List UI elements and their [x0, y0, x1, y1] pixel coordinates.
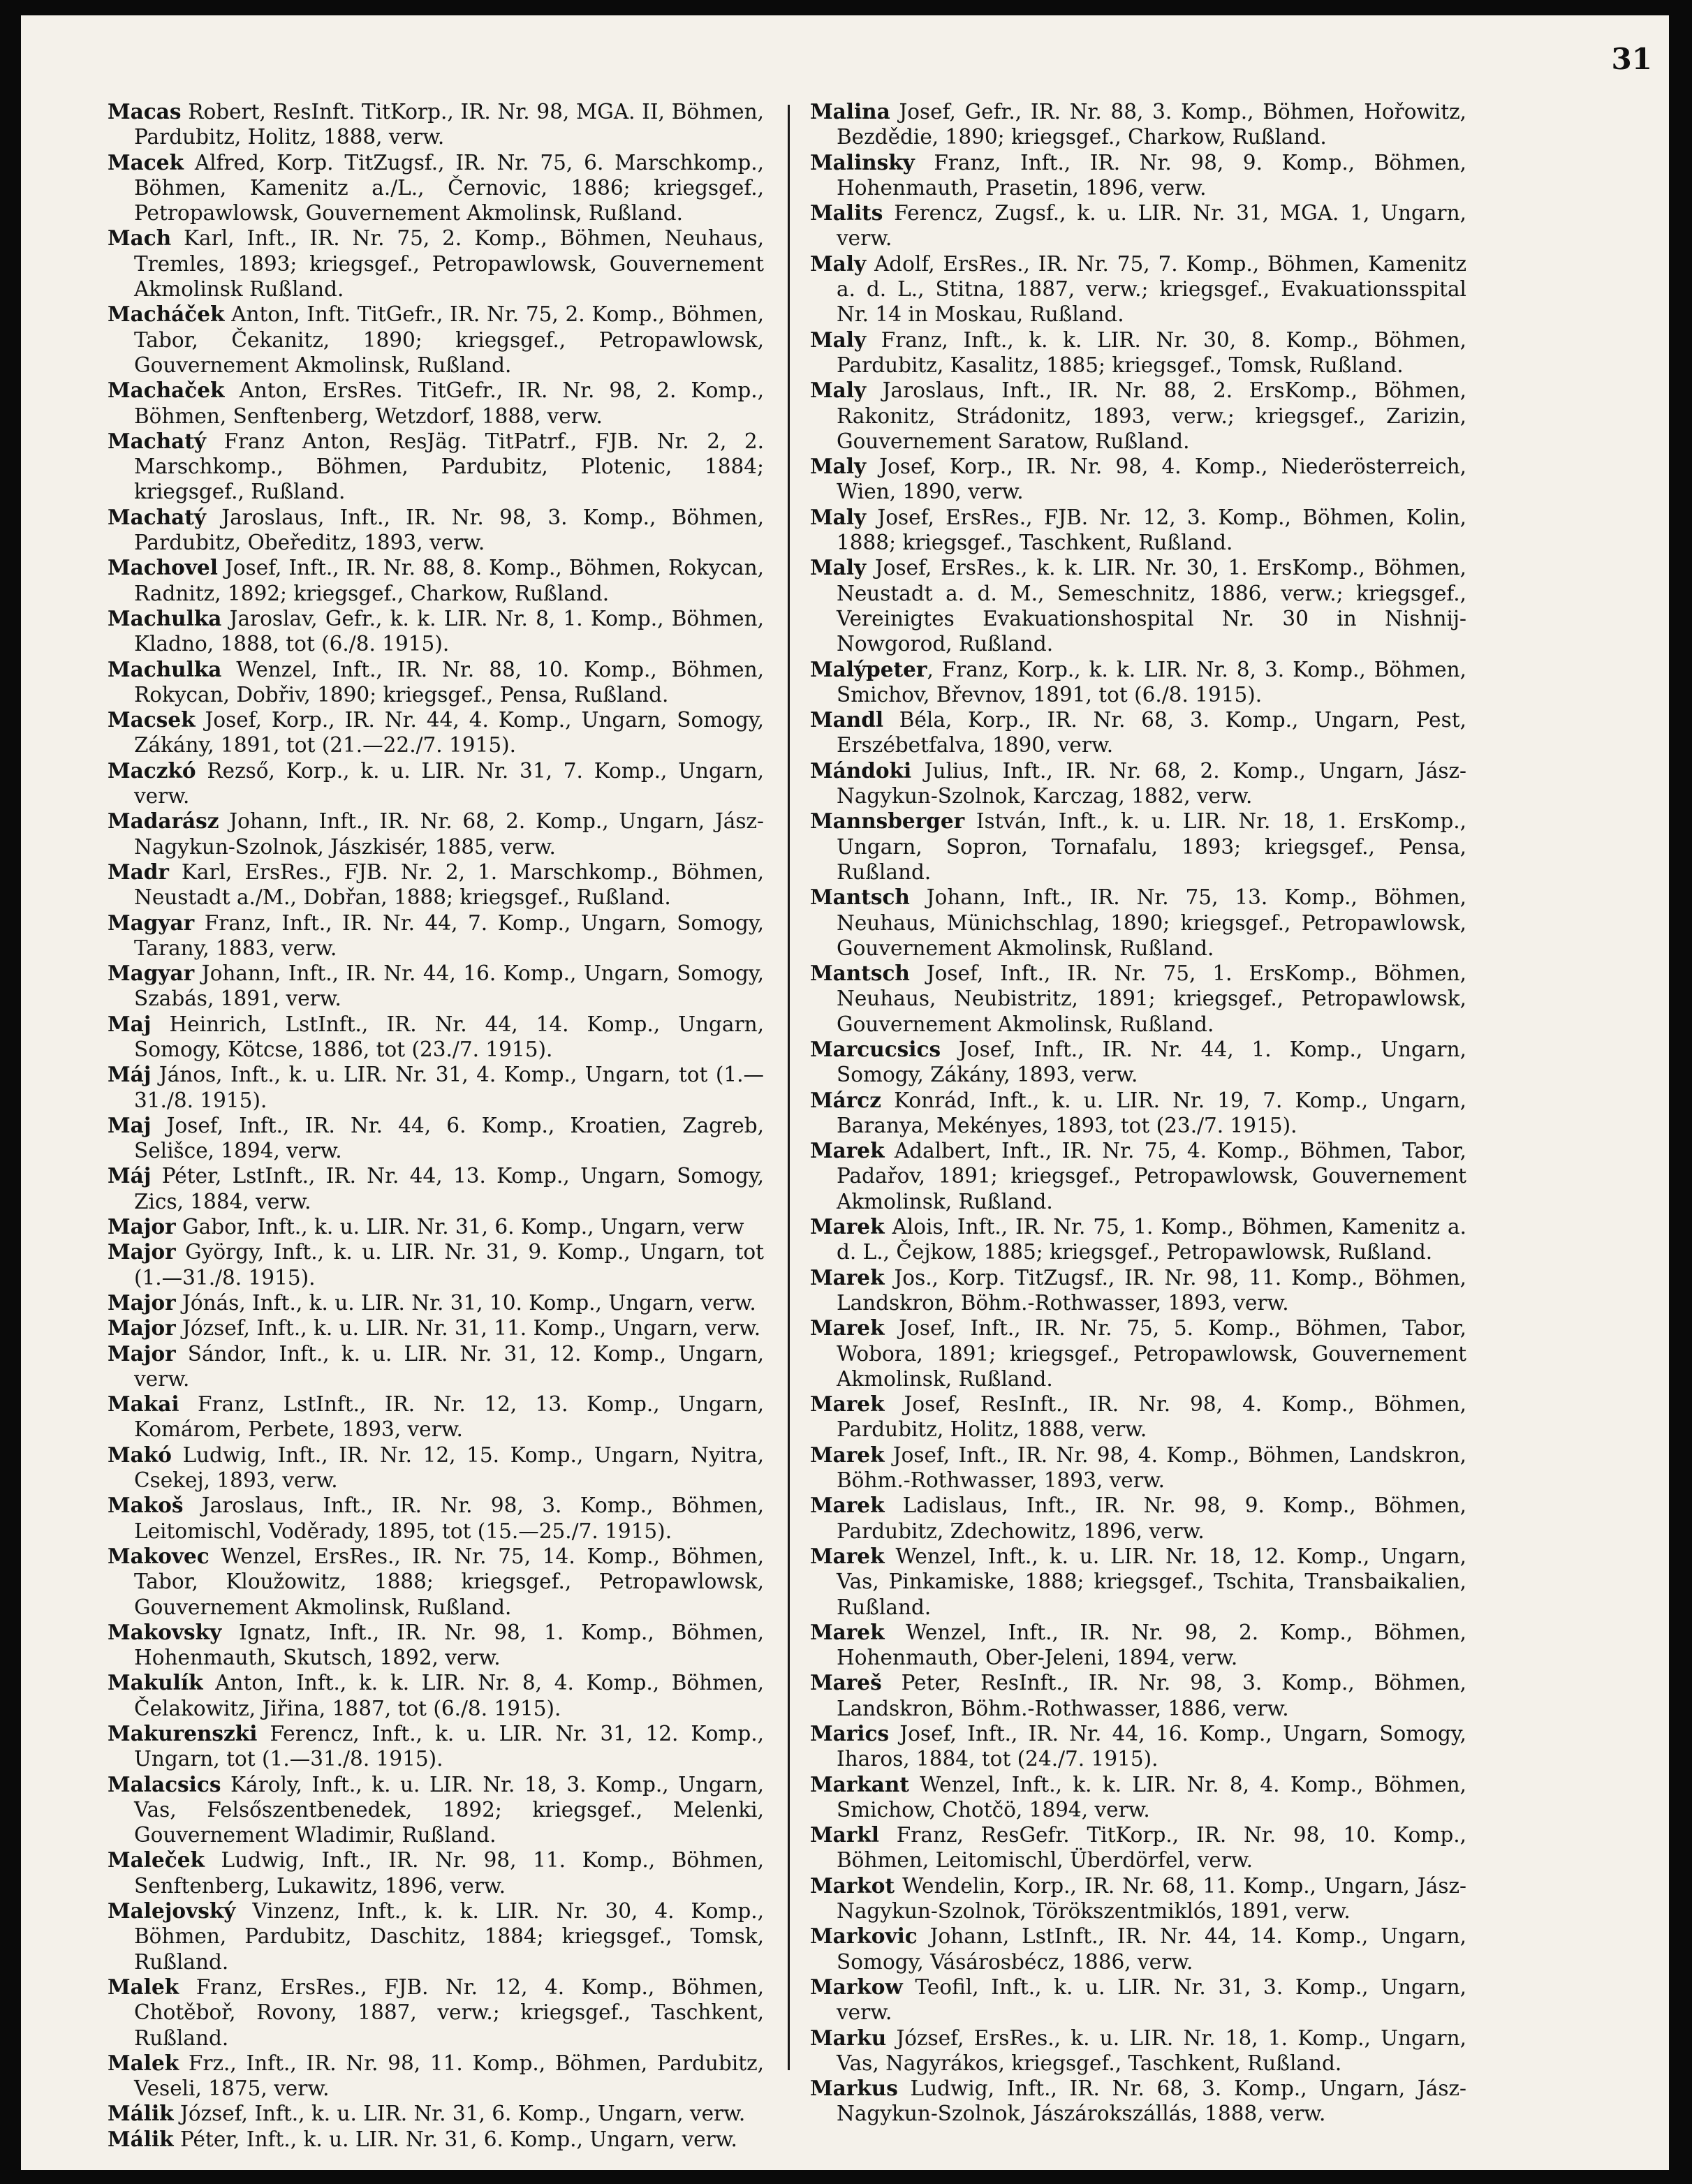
- list-item: [810, 555, 1466, 656]
- entry-details: Alois, Inft., IR. Nr. 75, 1. Komp., Böhmen, Kamenitz a. d. L., Čejkow, 1885; kriegsgef., Petropawlowsk, Rußland.: [837, 1215, 1466, 1264]
- entry-details: Teofil, Inft., k. u. LIR. Nr. 31, 3. Komp., Ungarn, verw.: [837, 1975, 1466, 2025]
- list-item: [108, 1493, 764, 1544]
- list-item: [810, 1975, 1466, 2026]
- entry-surname: Marek: [810, 1264, 885, 1290]
- entry-details: Ladislaus, Inft., IR. Nr. 98, 9. Komp., Böhmen, Pardubitz, Zdechowitz, 1896, verw.: [837, 1493, 1466, 1543]
- entry-surname: Malek: [108, 1974, 179, 1999]
- entry-details: Johann, Inft., IR. Nr. 68, 2. Komp., Ungarn, Jász-Nagykun-Szolnok, Jászkisér, 1885, verw.: [134, 809, 764, 859]
- list-item: [108, 1772, 764, 1848]
- list-item: [108, 707, 764, 758]
- list-item: [108, 1620, 764, 1671]
- list-item: [108, 2051, 764, 2102]
- list-item: [810, 1214, 1466, 1265]
- list-item: [810, 1315, 1466, 1392]
- entry-details: Jaroslaus, Inft., IR. Nr. 98, 3. Komp., Böhmen, Pardubitz, Obeředitz, 1893, verw.: [134, 505, 764, 555]
- entry-details: József, Inft., k. u. LIR. Nr. 31, 6. Komp., Ungarn, verw.: [173, 2102, 746, 2126]
- list-item: [810, 707, 1466, 758]
- entry-details: Wenzel, Inft., IR. Nr. 98, 2. Komp., Böhmen, Hohenmauth, Ober-Jeleni, 1894, verw.: [837, 1620, 1466, 1670]
- list-item: [108, 1315, 764, 1341]
- entry-surname: Mantsch: [810, 961, 910, 986]
- entry-surname: Madr: [108, 859, 169, 884]
- list-item: [108, 1670, 764, 1721]
- entry-details: Jos., Korp. TitZugsf., IR. Nr. 98, 11. Komp., Böhmen, Landskron, Böhm.-Rothwasser, 1893, verw.: [837, 1265, 1466, 1315]
- entry-surname: Markovic: [810, 1924, 918, 1949]
- entry-surname: Major: [108, 1239, 176, 1264]
- entry-surname: Máj: [108, 1163, 152, 1188]
- list-item: [108, 378, 764, 429]
- entry-surname: Maly: [810, 251, 867, 276]
- entry-details: , Franz, Korp., k. k. LIR. Nr. 8, 3. Komp., Böhmen, Smichov, Břevnov, 1891, tot (6./8. 1915).: [837, 657, 1466, 707]
- entry-details: Alfred, Korp. TitZugsf., IR. Nr. 75, 6. Marschkomp., Böhmen, Kamenitz a./L., Černovic, 1886; kriegsgef., Petropawlowsk, Gouvernement Akmolinsk, Rußland.: [134, 150, 764, 226]
- entry-surname: Maly: [810, 378, 867, 403]
- entry-details: János, Inft., k. u. LIR. Nr. 31, 4. Komp., Ungarn, tot (1.—31./8. 1915).: [134, 1063, 764, 1112]
- entry-details: Julius, Inft., IR. Nr. 68, 2. Komp., Ungarn, Jász-Nagykun-Szolnok, Karczag, 1882, verw.: [837, 758, 1466, 809]
- entry-surname: Mantsch: [810, 885, 910, 910]
- list-item: [108, 505, 764, 556]
- entry-details: Konrád, Inft., k. u. LIR. Nr. 19, 7. Komp., Ungarn, Baranya, Mekényes, 1893, tot (23./7. 1915).: [837, 1088, 1466, 1137]
- list-item: [108, 429, 764, 505]
- list-item: [810, 809, 1466, 885]
- entry-surname: Makó: [108, 1442, 172, 1467]
- list-item: [810, 657, 1466, 708]
- entry-surname: Machatý: [108, 504, 207, 529]
- entry-surname: Malýpeter: [810, 656, 927, 681]
- list-item: [108, 1721, 764, 1772]
- entry-details: Josef, Inft., IR. Nr. 75, 1. ErsKomp., Böhmen, Neuhaus, Neubistritz, 1891; kriegsgef., Petropawlowsk, Gouvernement Akmolinsk, Rußland.: [837, 961, 1466, 1036]
- entry-details: Gabor, Inft., k. u. LIR. Nr. 31, 6. Komp., Ungarn, verw: [175, 1215, 744, 1239]
- entry-surname: Macsek: [108, 707, 196, 732]
- list-item: [810, 885, 1466, 961]
- entry-surname: Markant: [810, 1771, 909, 1796]
- entry-details: Josef, Korp., IR. Nr. 44, 4. Komp., Ungarn, Somogy, Zákány, 1891, tot (21.—22./7. 1915).: [134, 708, 764, 758]
- list-item: [810, 1924, 1466, 1975]
- entry-details: Jaroslaus, Inft., IR. Nr. 98, 3. Komp., Böhmen, Leitomischl, Voděrady, 1895, tot (15.—25./7. 1915).: [134, 1493, 764, 1543]
- entry-surname: Markow: [810, 1974, 903, 1999]
- entry-details: Josef, Inft., IR. Nr. 44, 1. Komp., Ungarn, Somogy, Zákány, 1893, verw.: [837, 1037, 1466, 1087]
- left-column: [108, 99, 764, 2152]
- entry-details: Ludwig, Inft., IR. Nr. 12, 15. Komp., Ungarn, Nyitra, Csekej, 1893, verw.: [134, 1443, 764, 1493]
- entry-details: Josef, ErsRes., FJB. Nr. 12, 3. Komp., Böhmen, Kolin, 1888; kriegsgef., Taschkent, Rußland.: [837, 505, 1466, 555]
- entry-surname: Mandl: [810, 707, 884, 732]
- entry-surname: Maleček: [108, 1847, 205, 1873]
- list-item: [108, 99, 764, 150]
- entry-details: Sándor, Inft., k. u. LIR. Nr. 31, 12. Komp., Ungarn, verw.: [134, 1341, 764, 1391]
- entry-surname: Marek: [810, 1214, 885, 1239]
- entry-surname: Major: [108, 1290, 176, 1315]
- list-item: [810, 505, 1466, 556]
- list-item: [810, 1037, 1466, 1088]
- list-item: [108, 809, 764, 859]
- entry-surname: Madarász: [108, 809, 219, 834]
- entry-surname: Makovsky: [108, 1619, 222, 1644]
- entry-details: Wenzel, Inft., k. k. LIR. Nr. 8, 4. Komp., Böhmen, Smichow, Chotčö, 1894, verw.: [837, 1772, 1466, 1822]
- entry-details: Ferencz, Zugsf., k. u. LIR. Nr. 31, MGA. 1, Ungarn, verw.: [837, 201, 1466, 251]
- list-item: [108, 1163, 764, 1214]
- entry-surname: Marek: [810, 1138, 885, 1163]
- list-item: [108, 150, 764, 226]
- list-item: [108, 961, 764, 1012]
- entry-surname: Malina: [810, 99, 890, 124]
- list-item: [108, 1898, 764, 1975]
- list-item: [810, 378, 1466, 454]
- entry-details: Wenzel, ErsRes., IR. Nr. 75, 14. Komp., Böhmen, Tabor, Kloužowitz, 1888; kriegsgef., Petropawlowsk, Gouvernement Akmolinsk, Rußland.: [134, 1544, 764, 1619]
- entry-details: Franz, Inft., IR. Nr. 98, 9. Komp., Böhmen, Hohenmauth, Prasetin, 1896, verw.: [837, 150, 1466, 200]
- entry-details: Josef, Inft., IR. Nr. 88, 8. Komp., Böhmen, Rokycan, Radnitz, 1892; kriegsgef., Charkow, Rußland.: [134, 556, 764, 605]
- list-item: [810, 1493, 1466, 1544]
- entry-details: Josef, ErsRes., k. k. LIR. Nr. 30, 1. ErsKomp., Böhmen, Neustadt a. d. M., Semeschnitz, 1886, verw.; kriegsgef., Vereinigtes Evakuationshospital Nr. 30 in Nishnij-Nowgorod, Rußland.: [837, 556, 1466, 656]
- entry-details: Josef, ResInft., IR. Nr. 98, 4. Komp., Böhmen, Pardubitz, Holitz, 1888, verw.: [837, 1392, 1466, 1442]
- list-item: [810, 1392, 1466, 1443]
- entry-surname: Major: [108, 1315, 176, 1341]
- entry-details: Franz, ResGefr. TitKorp., IR. Nr. 98, 10. Komp., Böhmen, Leitomischl, Überdörfel, verw.: [837, 1823, 1466, 1873]
- entry-surname: Machaček: [108, 378, 225, 403]
- entry-surname: Maczkó: [108, 758, 196, 783]
- entry-surname: Málik: [108, 2101, 174, 2126]
- entry-surname: Mannsberger: [810, 809, 965, 834]
- list-item: [810, 2076, 1466, 2127]
- list-item: [810, 1822, 1466, 1873]
- entry-surname: Major: [108, 1214, 176, 1239]
- entry-surname: Markl: [810, 1822, 879, 1847]
- entry-details: Robert, ResInft. TitKorp., IR. Nr. 98, MGA. II, Böhmen, Pardubitz, Holitz, 1888, verw.: [134, 100, 764, 149]
- list-item: [810, 200, 1466, 251]
- entry-details: Josef, Inft., IR. Nr. 98, 4. Komp., Böhmen, Landskron, Böhm.-Rothwasser, 1893, verw.: [837, 1443, 1466, 1493]
- entry-details: Anton, ErsRes. TitGefr., IR. Nr. 98, 2. Komp., Böhmen, Senftenberg, Wetzdorf, 1888, verw.: [134, 378, 764, 428]
- entry-details: István, Inft., k. u. LIR. Nr. 18, 1. ErsKomp., Ungarn, Sopron, Tornafalu, 1893; kriegsgef., Pensa, Rußland.: [837, 809, 1466, 884]
- list-item: [108, 2127, 764, 2152]
- entry-details: Ludwig, Inft., IR. Nr. 98, 11. Komp., Böhmen, Senftenberg, Lukawitz, 1896, verw.: [134, 1848, 764, 1898]
- entry-details: György, Inft., k. u. LIR. Nr. 31, 9. Komp., Ungarn, tot (1.—31./8. 1915).: [134, 1240, 764, 1290]
- entry-details: Franz, LstInft., IR. Nr. 12, 13. Komp., Ungarn, Komárom, Perbete, 1893, verw.: [134, 1392, 764, 1442]
- entry-surname: Maly: [810, 327, 867, 352]
- entry-surname: Málik: [108, 2126, 174, 2151]
- entry-surname: Marek: [810, 1315, 885, 1341]
- list-item: [810, 99, 1466, 150]
- entry-surname: Marics: [810, 1721, 890, 1746]
- entry-surname: Maj: [108, 1011, 152, 1036]
- entry-details: Karl, ErsRes., FJB. Nr. 2, 1. Marschkomp., Böhmen, Neustadt a./M., Dobřan, 1888; kriegsgef., Rußland.: [134, 859, 764, 910]
- entry-details: Károly, Inft., k. u. LIR. Nr. 18, 3. Komp., Ungarn, Vas, Felsőszentbenedek, 1892; kriegsgef., Melenki, Gouvernement Wladimir, Rußland.: [134, 1772, 764, 1847]
- list-item: [108, 1341, 764, 1392]
- entry-surname: Malacsics: [108, 1771, 221, 1796]
- list-item: [108, 859, 764, 910]
- entry-details: Adolf, ErsRes., IR. Nr. 75, 7. Komp., Böhmen, Kamenitz a. d. L., Stitna, 1887, verw.; kriegsgef., Evakuationsspital Nr. 14 in Moskau, Rußland.: [837, 251, 1466, 327]
- list-item: [108, 1443, 764, 1493]
- entry-surname: Malek: [108, 2050, 179, 2075]
- entry-surname: Makurenszki: [108, 1721, 258, 1746]
- entry-details: Josef, Gefr., IR. Nr. 88, 3. Komp., Böhmen, Hořowitz, Bezdědie, 1890; kriegsgef., Charkow, Rußland.: [837, 100, 1466, 149]
- entry-surname: Markot: [810, 1873, 895, 1898]
- list-item: [810, 961, 1466, 1037]
- entry-surname: Makulík: [108, 1670, 203, 1695]
- entry-details: Johann, Inft., IR. Nr. 44, 16. Komp., Ungarn, Somogy, Szabás, 1891, verw.: [134, 961, 764, 1011]
- list-item: [108, 1113, 764, 1164]
- list-item: [108, 758, 764, 809]
- entry-surname: Magyar: [108, 910, 195, 935]
- entry-details: Jónás, Inft., k. u. LIR. Nr. 31, 10. Komp., Ungarn, verw.: [175, 1290, 756, 1315]
- entry-details: József, ErsRes., k. u. LIR. Nr. 18, 1. Komp., Ungarn, Vas, Nagyrákos, kriegsgef., Taschkent, Rußland.: [837, 2026, 1466, 2075]
- entry-details: Wenzel, Inft., IR. Nr. 88, 10. Komp., Böhmen, Rokycan, Dobřiv, 1890; kriegsgef., Pensa, Rußland.: [134, 657, 764, 707]
- list-item: [810, 1088, 1466, 1139]
- entry-surname: Macas: [108, 99, 182, 124]
- entry-details: Anton, Inft., k. k. LIR. Nr. 8, 4. Komp., Böhmen, Čelakowitz, Jiřina, 1887, tot (6./8. 1915).: [134, 1671, 764, 1720]
- list-item: [108, 2101, 764, 2126]
- entry-surname: Markus: [810, 2076, 898, 2101]
- entry-surname: Marek: [810, 1543, 885, 1568]
- entry-details: Johann, Inft., IR. Nr. 75, 13. Komp., Böhmen, Neuhaus, Münichschlag, 1890; kriegsgef., Petropawlowsk, Gouvernement Akmolinsk, Rußland.: [837, 885, 1466, 960]
- entry-details: Wenzel, Inft., k. u. LIR. Nr. 18, 12. Komp., Ungarn, Vas, Pinkamiske, 1888; kriegsgef., Tschita, Transbaikalien, Rußland.: [837, 1544, 1466, 1619]
- entry-details: Josef, Inft., IR. Nr. 75, 5. Komp., Böhmen, Tabor, Wobora, 1891; kriegsgef., Petropawlowsk, Gouvernement Akmolinsk, Rußland.: [837, 1316, 1466, 1391]
- entry-details: Ignatz, Inft., IR. Nr. 98, 1. Komp., Böhmen, Hohenmauth, Skutsch, 1892, verw.: [134, 1620, 764, 1670]
- list-item: [810, 1670, 1466, 1721]
- list-item: [810, 1873, 1466, 1924]
- list-item: [810, 2026, 1466, 2076]
- entry-details: Josef, Inft., IR. Nr. 44, 16. Komp., Ungarn, Somogy, Iharos, 1884, tot (24./7. 1915).: [837, 1722, 1466, 1771]
- entry-details: Péter, Inft., k. u. LIR. Nr. 31, 6. Komp., Ungarn, verw.: [173, 2127, 737, 2151]
- entry-details: Franz, Inft., IR. Nr. 44, 7. Komp., Ungarn, Somogy, Tarany, 1883, verw.: [134, 910, 764, 960]
- entry-details: Johann, LstInft., IR. Nr. 44, 14. Komp., Ungarn, Somogy, Vásárosbécz, 1886, verw.: [837, 1924, 1466, 1974]
- entry-surname: Maly: [810, 555, 867, 580]
- list-item: [108, 1239, 764, 1290]
- entry-surname: Maly: [810, 454, 867, 479]
- entry-surname: Máj: [108, 1062, 152, 1087]
- list-item: [108, 1012, 764, 1063]
- right-column: [810, 99, 1466, 2127]
- entry-details: Péter, LstInft., IR. Nr. 44, 13. Komp., Ungarn, Somogy, Zics, 1884, verw.: [134, 1164, 764, 1213]
- entry-details: Josef, Korp., IR. Nr. 98, 4. Komp., Niederösterreich, Wien, 1890, verw.: [837, 455, 1466, 504]
- entry-surname: Mándoki: [810, 758, 912, 783]
- entry-details: Vinzenz, Inft., k. k. LIR. Nr. 30, 4. Komp., Böhmen, Pardubitz, Daschitz, 1884; kriegsgef., Tomsk, Rußland.: [134, 1899, 764, 1974]
- entry-details: Jaroslaus, Inft., IR. Nr. 88, 2. ErsKomp., Böhmen, Rakonitz, Strádonitz, 1893, verw.; kriegsgef., Zarizin, Gouvernement Saratow, Rußland.: [837, 378, 1466, 453]
- entry-details: Adalbert, Inft., IR. Nr. 75, 4. Komp., Böhmen, Tabor, Padařov, 1891; kriegsgef., Petropawlowsk, Gouvernement Akmolinsk, Rußland.: [837, 1139, 1466, 1213]
- list-item: [108, 555, 764, 606]
- entry-surname: Machovel: [108, 555, 218, 580]
- entry-details: Franz, ErsRes., FJB. Nr. 12, 4. Komp., Böhmen, Chotěboř, Rovony, 1887, verw.; kriegsgef., Taschkent, Rußland.: [134, 1975, 764, 2050]
- entry-surname: Malejovský: [108, 1898, 236, 1924]
- entry-surname: Marek: [810, 1442, 885, 1467]
- entry-surname: Marku: [810, 2025, 887, 2050]
- entry-surname: Marek: [810, 1493, 885, 1518]
- entry-surname: Major: [108, 1341, 176, 1366]
- entry-details: Peter, ResInft., IR. Nr. 98, 3. Komp., Böhmen, Landskron, Böhm.-Rothwasser, 1886, verw.: [837, 1671, 1466, 1720]
- list-item: [810, 327, 1466, 378]
- list-item: [810, 1620, 1466, 1671]
- entry-surname: Makoš: [108, 1493, 184, 1518]
- list-item: [108, 910, 764, 961]
- entry-surname: Maj: [108, 1112, 152, 1137]
- entry-surname: Makovec: [108, 1543, 209, 1568]
- list-item: [108, 302, 764, 378]
- list-item: [108, 606, 764, 657]
- list-item: [108, 1290, 764, 1315]
- list-item: [108, 1392, 764, 1443]
- page-number: 31: [1611, 42, 1652, 76]
- list-item: [810, 251, 1466, 327]
- entry-details: Ludwig, Inft., IR. Nr. 68, 3. Komp., Ungarn, Jász-Nagykun-Szolnok, Jászárokszállás, 1888, verw.: [837, 2076, 1466, 2126]
- list-item: [810, 758, 1466, 809]
- entry-surname: Maly: [810, 504, 867, 529]
- document-page: [21, 15, 1669, 2170]
- list-item: [108, 1975, 764, 2051]
- list-item: [108, 657, 764, 708]
- entry-surname: Marek: [810, 1619, 885, 1644]
- entry-surname: Marcucsics: [810, 1036, 941, 1061]
- list-item: [108, 1062, 764, 1113]
- list-item: [810, 1544, 1466, 1620]
- column-divider: [788, 105, 790, 2070]
- list-item: [108, 226, 764, 302]
- entry-surname: Malinsky: [810, 149, 915, 175]
- entry-surname: Machulka: [108, 656, 222, 681]
- entry-surname: Makai: [108, 1392, 179, 1417]
- list-item: [108, 1847, 764, 1898]
- list-item: [810, 1772, 1466, 1823]
- entry-details: József, Inft., k. u. LIR. Nr. 31, 11. Komp., Ungarn, verw.: [175, 1316, 761, 1341]
- entry-details: Ferencz, Inft., k. u. LIR. Nr. 31, 12. Komp., Ungarn, tot (1.—31./8. 1915).: [134, 1722, 764, 1771]
- entry-surname: Marek: [810, 1392, 885, 1417]
- entry-details: Heinrich, LstInft., IR. Nr. 44, 14. Komp., Ungarn, Somogy, Kötcse, 1886, tot (23./7. 1915).: [134, 1012, 764, 1061]
- list-item: [810, 1721, 1466, 1772]
- entry-details: Jaroslav, Gefr., k. k. LIR. Nr. 8, 1. Komp., Böhmen, Kladno, 1888, tot (6./8. 1915).: [134, 606, 764, 656]
- entry-details: Béla, Korp., IR. Nr. 68, 3. Komp., Ungarn, Pest, Erszébetfalva, 1890, verw.: [837, 708, 1466, 758]
- entry-surname: Mach: [108, 226, 172, 251]
- entry-details: Frz., Inft., IR. Nr. 98, 11. Komp., Böhmen, Pardubitz, Veseli, 1875, verw.: [134, 2051, 764, 2101]
- entry-details: Franz, Inft., k. k. LIR. Nr. 30, 8. Komp., Böhmen, Pardubitz, Kasalitz, 1885; kriegsgef., Tomsk, Rußland.: [837, 327, 1466, 377]
- entry-surname: Márcz: [810, 1087, 882, 1112]
- entry-surname: Machulka: [108, 605, 222, 630]
- entry-surname: Macháček: [108, 302, 225, 327]
- entry-surname: Malits: [810, 200, 883, 226]
- entry-details: Rezső, Korp., k. u. LIR. Nr. 31, 7. Komp., Ungarn, verw.: [134, 758, 764, 809]
- list-item: [108, 1544, 764, 1620]
- list-item: [810, 150, 1466, 201]
- list-item: [810, 1138, 1466, 1214]
- entry-surname: Macek: [108, 149, 184, 175]
- list-item: [108, 1214, 764, 1239]
- entry-details: Josef, Inft., IR. Nr. 44, 6. Komp., Kroatien, Zagreb, Selišce, 1894, verw.: [134, 1113, 764, 1163]
- entry-surname: Machatý: [108, 428, 207, 453]
- list-item: [810, 1443, 1466, 1493]
- entry-surname: Magyar: [108, 961, 195, 986]
- entry-details: Franz Anton, ResJäg. TitPatrf., FJB. Nr. 2, 2. Marschkomp., Böhmen, Pardubitz, Plotenic, 1884; kriegsgef., Rußland.: [134, 429, 764, 504]
- list-item: [810, 454, 1466, 505]
- entry-surname: Mareš: [810, 1670, 882, 1695]
- list-item: [810, 1265, 1466, 1316]
- entry-details: Anton, Inft. TitGefr., IR. Nr. 75, 2. Komp., Böhmen, Tabor, Čekanitz, 1890; kriegsgef., Petropawlowsk, Gouvernement Akmolinsk, Rußland.: [134, 302, 764, 377]
- entry-details: Karl, Inft., IR. Nr. 75, 2. Komp., Böhmen, Neuhaus, Tremles, 1893; kriegsgef., Petropawlowsk, Gouvernement Akmolinsk Rußland.: [134, 226, 764, 302]
- entry-details: Wendelin, Korp., IR. Nr. 68, 11. Komp., Ungarn, Jász-Nagykun-Szolnok, Törökszentmiklós, 1891, verw.: [837, 1873, 1466, 1924]
